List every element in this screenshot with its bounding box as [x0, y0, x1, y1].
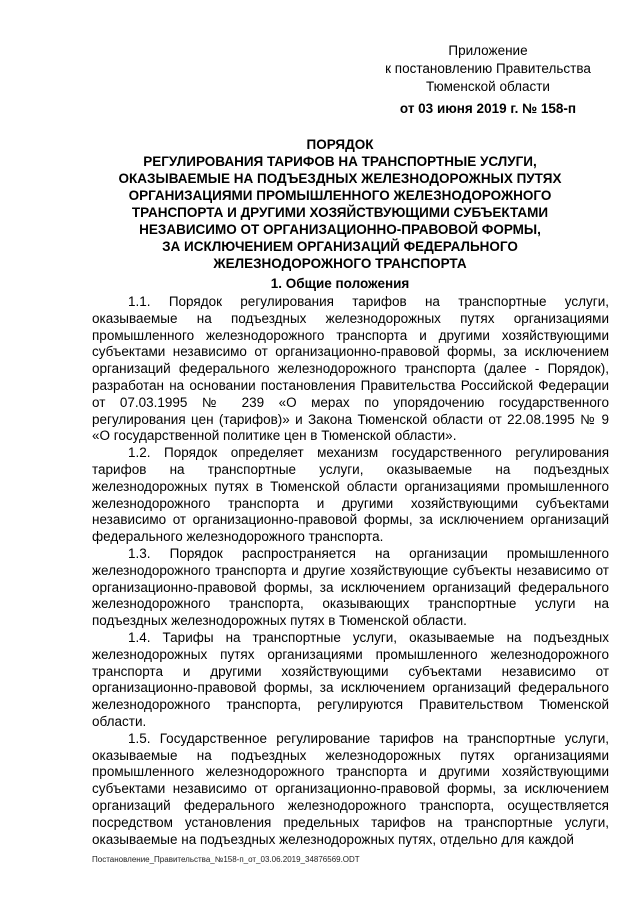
footer-filename: Постановление_Правительства_№158-п_от_03.06.2019_34876569.ODT	[92, 855, 360, 864]
title-line: НЕЗАВИСИМО ОТ ОРГАНИЗАЦИОННО-ПРАВОВОЙ ФОРМЫ,	[139, 222, 541, 237]
paragraph-1-1: 1.1. Порядок регулирования тарифов на транспортные услуги, оказываемые на подъездных железнодорожных путях организациями промышленного железнодорожного транспорта и другими хозяйствующими субъектами независимо от организационно-правовой формы, за исключением организаций федерального железнодорожного транспорта (далее - Порядок), разработан на основании постановления Правительства Российской Федерации от 07.03.1995 № 239 «О мерах по упорядочению государственного регулирования цен (тарифов)» и Закона Тюменской области от 22.08.1995 № 9 «О государственной политике цен в Тюменской области».	[92, 294, 609, 444]
appendix-region: Тюменской области	[426, 79, 550, 94]
appendix-reference: к постановлению Правительства	[385, 61, 591, 76]
appendix-label: Приложение	[448, 43, 528, 58]
title-line: ОКАЗЫВАЕМЫЕ НА ПОДЪЕЗДНЫХ ЖЕЛЕЗНОДОРОЖНЫХ ПУТЯХ	[118, 171, 562, 186]
document-body	[92, 294, 609, 848]
title-line: ЗА ИСКЛЮЧЕНИЕМ ОРГАНИЗАЦИЙ ФЕДЕРАЛЬНОГО	[162, 239, 518, 254]
title-line: РЕГУЛИРОВАНИЯ ТАРИФОВ НА ТРАНСПОРТНЫЕ УСЛУГИ,	[143, 154, 537, 169]
paragraph-1-3: 1.3. Порядок распространяется на организации промышленного железнодорожного транспорта и другие хозяйствующие субъекты независимо от организационно-правовой формы, за исключением организаций федерального железнодорожного транспорта, оказывающих транспортные услуги на подъездных железнодорожных путях в Тюменской области.	[92, 545, 609, 629]
title-line: ТРАНСПОРТА И ДРУГИМИ ХОЗЯЙСТВУЮЩИМИ СУБЪЕКТАМИ	[131, 205, 549, 220]
paragraph-1-2: 1.2. Порядок определяет механизм государственного регулирования тарифов на транспортные услуги, оказываемые на подъездных железнодорожных путях в Тюменской области организациями промышленного железнодорожного транспорта и другими хозяйствующими субъектами независимо от организационно-правовой формы, за исключением организаций федерального железнодорожного транспорта.	[92, 445, 609, 545]
appendix-date-number: от 03 июня 2019 г. № 158-п	[399, 101, 577, 116]
title-line: ОРГАНИЗАЦИЯМИ ПРОМЫШЛЕННОГО ЖЕЛЕЗНОДОРОЖНОГО	[128, 188, 552, 203]
document-title	[60, 136, 620, 272]
title-line: ПОРЯДОК	[306, 137, 374, 152]
appendix-block	[360, 42, 616, 118]
title-line: ЖЕЛЕЗНОДОРОЖНОГО ТРАНСПОРТА	[213, 256, 467, 271]
section-heading: 1. Общие положения	[270, 276, 410, 291]
paragraph-1-5: 1.5. Государственное регулирование тарифов на транспортные услуги, оказываемые на подъездных железнодорожных путях организациями промышленного железнодорожного транспорта и другими хозяйствующими субъектами независимо от организационно-правовой формы, за исключением организаций федерального железнодорожного транспорта, осуществляется посредством установления предельных тарифов на транспортные услуги, оказываемые на подъездных железнодорожных путях, отдельно для каждой	[92, 730, 609, 847]
paragraph-1-4: 1.4. Тарифы на транспортные услуги, оказываемые на подъездных железнодорожных путях организациями промышленного железнодорожного транспорта и другими хозяйствующими субъектами независимо от организационно-правовой формы, за исключением организаций федерального железнодорожного транспорта, регулируются Правительством Тюменской области.	[92, 629, 609, 729]
